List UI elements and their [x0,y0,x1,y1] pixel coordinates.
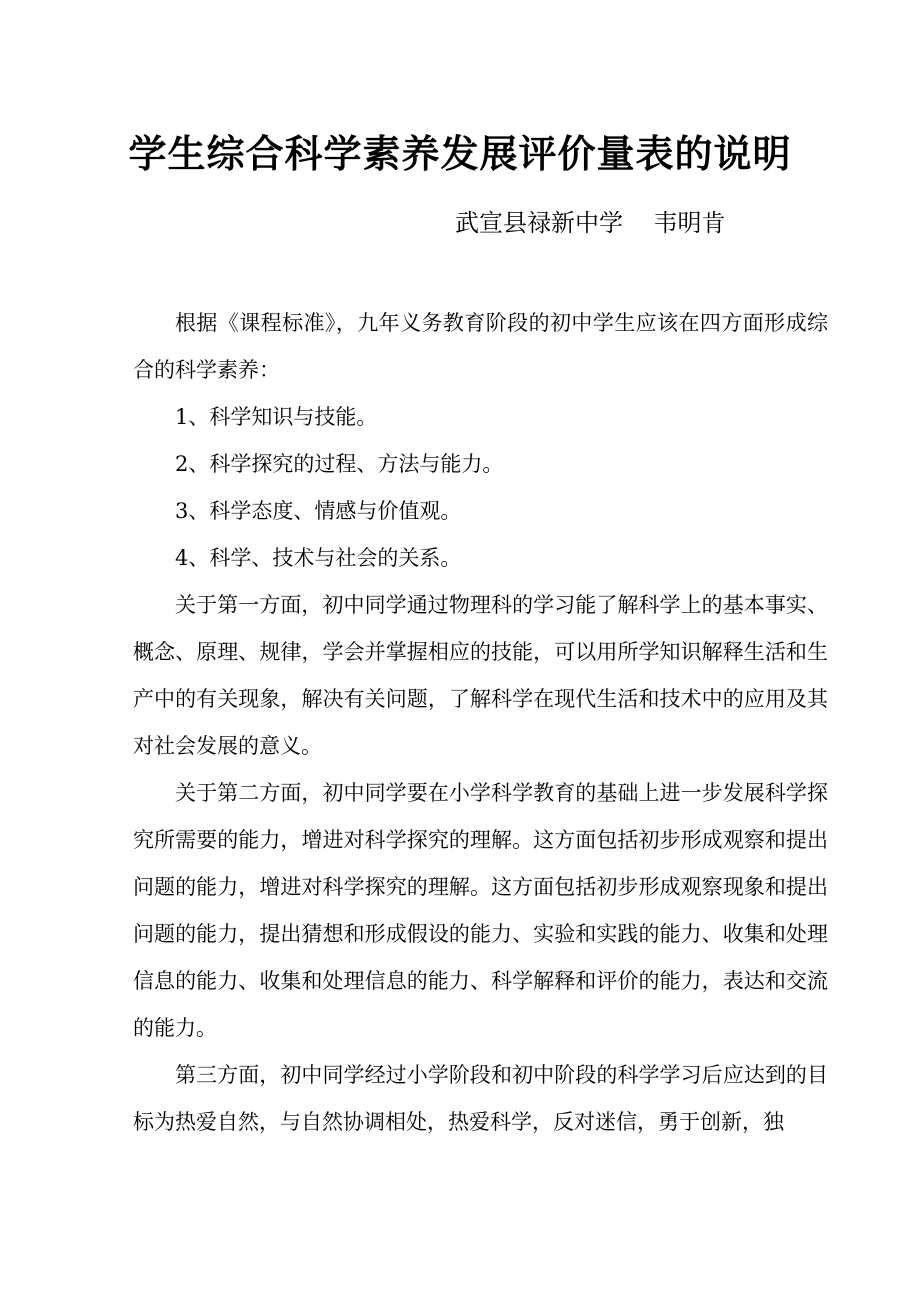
paragraph-second-aspect: 关于第二方面，初中同学要在小学科学教育的基础上进一步发展科学探究所需要的能力，增进对科学探究的理解。这方面包括初步形成观察和提出问题的能力，增进对科学探究的理解。这方面包括初步形成观察现象和提出问题的能力，提出猜想和形成假设的能力、实验和实践的能力、收集和处理信息的能力、收集和处理信息的能力、科学解释和评价的能力，表达和交流的能力。 [133,781,828,1040]
intro-paragraph: 根据《课程标准》，九年义务教育阶段的初中学生应该在四方面形成综合的科学素养： [133,311,828,382]
paragraph-third-aspect: 第三方面，初中同学经过小学阶段和初中阶段的科学学习后应达到的目标为热爱自然，与自然协调相处，热爱科学，反对迷信，勇于创新，独 [133,1063,828,1134]
paragraph-first-aspect: 关于第一方面，初中同学通过物理科的学习能了解科学上的基本事实、概念、原理、规律，学会并掌握相应的技能，可以用所学知识解释生活和生产中的有关现象，解决有关问题，了解科学在现代生活和技术中的应用及其对社会发展的意义。 [133,593,828,758]
author-line: 武宣县禄新中学 韦明肯 [455,209,726,237]
document-title: 学生综合科学素养发展评价量表的说明 [128,132,792,176]
document-body [133,300,828,1146]
list-item: 1、科学知识与技能。 [175,405,378,429]
list-item: 2、科学探究的过程、方法与能力。 [175,452,504,476]
list-item: 3、科学态度、情感与价值观。 [175,499,462,523]
list-item: 4、科学、技术与社会的关系。 [175,546,462,570]
